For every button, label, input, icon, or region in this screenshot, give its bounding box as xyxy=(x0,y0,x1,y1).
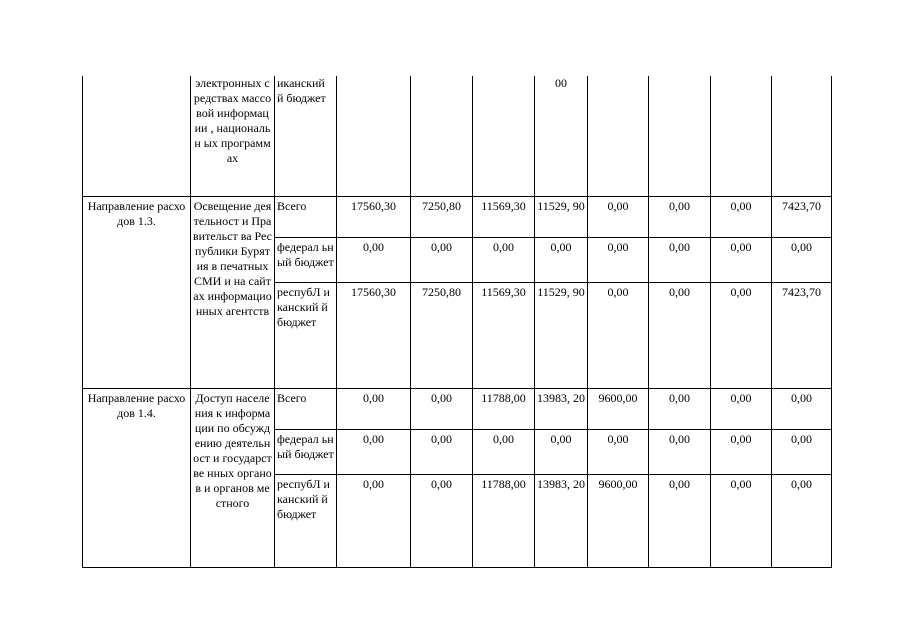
event-cell: Доступ населения к информации по обсуждению деятельност и государстве нных органов и органов местного xyxy=(191,388,275,567)
value-cell: 0,00 xyxy=(588,237,649,282)
value-cell: 0,00 xyxy=(411,429,473,474)
value-cell xyxy=(588,76,649,196)
value-cell: 0,00 xyxy=(711,237,772,282)
source-cell: Всего xyxy=(275,388,337,429)
value-cell: 11569,30 xyxy=(473,282,535,388)
value-cell: 11788,00 xyxy=(473,388,535,429)
value-cell: 0,00 xyxy=(649,474,711,567)
value-cell: 0,00 xyxy=(337,388,411,429)
table-row xyxy=(83,196,832,237)
value-cell: 11569,30 xyxy=(473,196,535,237)
value-cell: 0,00 xyxy=(473,237,535,282)
value-cell: 9600,00 xyxy=(588,388,649,429)
value-cell: 0,00 xyxy=(711,196,772,237)
value-cell: 0,00 xyxy=(649,237,711,282)
source-cell: федерал ьный бюджет xyxy=(275,237,337,282)
value-cell: 0,00 xyxy=(649,196,711,237)
event-cell: Освещение деятельност и Правительст ва Республики Бурятия в печатных СМИ и на сайтах информацио нных агентств xyxy=(191,196,275,388)
value-cell: 11788,00 xyxy=(473,474,535,567)
source-cell: иканский й бюджет xyxy=(275,76,337,196)
value-cell: 0,00 xyxy=(711,388,772,429)
direction-cell: Направление расходов 1.4. xyxy=(83,388,191,567)
direction-cell: Направление расходов 1.3. xyxy=(83,196,191,388)
value-cell: 11529, 90 xyxy=(535,282,588,388)
value-cell xyxy=(772,76,832,196)
value-cell: 0,00 xyxy=(588,429,649,474)
value-cell: 7423,70 xyxy=(772,196,832,237)
source-cell: Всего xyxy=(275,196,337,237)
value-cell: 0,00 xyxy=(711,429,772,474)
value-cell: 0,00 xyxy=(588,196,649,237)
value-cell: 13983, 20 xyxy=(535,474,588,567)
value-cell: 0,00 xyxy=(649,388,711,429)
value-cell: 0,00 xyxy=(772,474,832,567)
value-cell: 0,00 xyxy=(411,474,473,567)
value-cell: 0,00 xyxy=(772,429,832,474)
budget-table xyxy=(82,76,832,568)
event-cell: электронных средствах массовой информации , национальн ых программах xyxy=(191,76,275,196)
source-cell: респубЛ иканский й бюджет xyxy=(275,282,337,388)
value-cell: 0,00 xyxy=(535,429,588,474)
value-cell: 17560,30 xyxy=(337,282,411,388)
value-cell: 0,00 xyxy=(711,282,772,388)
table-row xyxy=(83,388,832,429)
table-body xyxy=(83,76,832,567)
value-cell: 0,00 xyxy=(473,429,535,474)
value-cell: 00 xyxy=(535,76,588,196)
value-cell xyxy=(411,76,473,196)
value-cell: 0,00 xyxy=(337,474,411,567)
direction-cell xyxy=(83,76,191,196)
table-row xyxy=(83,76,832,196)
value-cell: 0,00 xyxy=(337,237,411,282)
value-cell: 0,00 xyxy=(411,388,473,429)
value-cell xyxy=(337,76,411,196)
value-cell: 7423,70 xyxy=(772,282,832,388)
value-cell: 0,00 xyxy=(649,282,711,388)
value-cell: 0,00 xyxy=(772,388,832,429)
value-cell xyxy=(649,76,711,196)
value-cell: 0,00 xyxy=(772,237,832,282)
source-cell: респубЛ иканский й бюджет xyxy=(275,474,337,567)
value-cell: 0,00 xyxy=(337,429,411,474)
value-cell: 9600,00 xyxy=(588,474,649,567)
value-cell: 7250,80 xyxy=(411,282,473,388)
value-cell: 17560,30 xyxy=(337,196,411,237)
value-cell: 0,00 xyxy=(711,474,772,567)
value-cell xyxy=(711,76,772,196)
value-cell: 0,00 xyxy=(649,429,711,474)
value-cell: 7250,80 xyxy=(411,196,473,237)
value-cell: 11529, 90 xyxy=(535,196,588,237)
source-cell: федерал ьный бюджет xyxy=(275,429,337,474)
value-cell: 13983, 20 xyxy=(535,388,588,429)
value-cell xyxy=(473,76,535,196)
value-cell: 0,00 xyxy=(535,237,588,282)
value-cell: 0,00 xyxy=(588,282,649,388)
value-cell: 0,00 xyxy=(411,237,473,282)
